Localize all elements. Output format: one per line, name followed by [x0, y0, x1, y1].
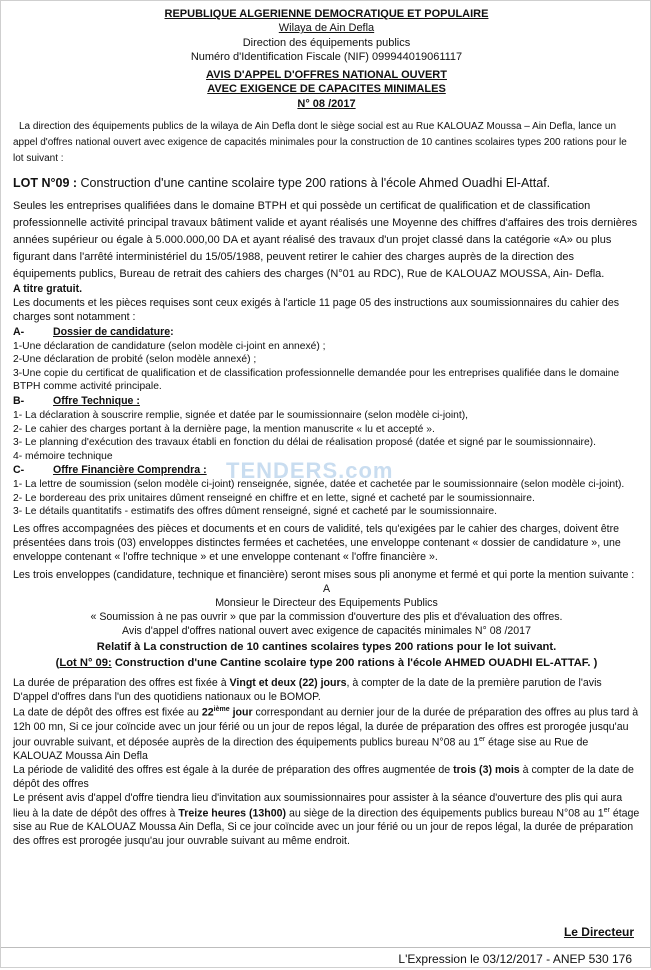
section-c-item: 3- Le détails quantitatifs - estimatifs des offres dûment renseigné, signé et cacheté par le soumissionnaire. — [13, 506, 498, 518]
duration-line2: D'appel d'offres dans l'un des quotidiens nationaux ou le BOMOP. — [13, 691, 321, 704]
deposit-jour: jour — [229, 706, 253, 719]
avis-title-line1: AVIS D'APPEL D'OFFRES NATIONAL OUVERT — [206, 69, 447, 82]
republic-title: REPUBLIQUE ALGERIENNE DEMOCRATIQUE ET POPULAIRE — [164, 8, 489, 20]
address-lot-text: Construction d'une Cantine scolaire type 200 rations à l'école AHMED OUADHI EL-ATTAF. ) — [111, 656, 598, 669]
section-b — [13, 395, 640, 463]
validity-text: La période de validité des offres est égale à la durée de préparation des offres augmentée de — [13, 764, 454, 777]
section-a-item: 2-Une déclaration de probité (selon modèle annexé) ; — [13, 354, 257, 366]
avis-number: N° 08 /2017 — [297, 97, 356, 110]
section-a-title — [13, 326, 640, 340]
deposit-day: 22 — [201, 706, 214, 719]
invite-text-2: au siège de la direction des équipements publics bureau N°08 au 1 — [286, 807, 604, 820]
section-a-item: 1-Une déclaration de candidature (selon modèle ci-joint en annexé) ; — [13, 340, 326, 352]
invite-time: Treize heures (13h00) — [178, 807, 287, 820]
validity-rest: à compter de la date de dépôt des offres — [13, 764, 634, 791]
envelopes-paragraph: Les offres accompagnées des pièces et documents et en cours de validité, tels qu'exigées par le cahier des charges, doivent être présentées dans trois (03) enveloppes distinctes fermées et cachetées, une enveloppe contenant « dossier de candidature », une enveloppe contenant « l'offre technique » et une enveloppe contenant « l'offre financière ». — [13, 522, 621, 563]
validity-months: trois (3) mois — [453, 764, 520, 777]
deposit-floor-suffix: er — [478, 735, 486, 743]
wilaya-line: Wilaya de Ain Defla — [278, 22, 375, 35]
section-c-letter: C- — [13, 464, 25, 477]
deposit-end: étage sise au Rue de KALOUAZ Moussa Ain Defla — [13, 736, 589, 763]
documents-intro: Les documents et les pièces requises sont ceux exigés à l'article 11 page 05 des instructions aux soumissionnaires du cahier des charges sont notamment : — [13, 296, 620, 323]
address-relatif: Relatif à La construction de 10 cantines scolaires types 200 rations pour le lot suivant. — [96, 640, 557, 653]
duration-days: Vingt et deux (22) jours — [229, 677, 347, 690]
section-a-colon: : — [170, 325, 174, 338]
section-c — [13, 464, 640, 519]
publication-footer: L'Expression le 03/12/2017 - ANEP 530 176 — [1, 947, 650, 970]
invite-text: Le présent avis d'appel d'offre tiendra lieu d'invitation aux soumissionnaires pour assister à la séance d'ouverture des plis qui aura lieu à la date de dépôt des offres à — [13, 792, 623, 820]
validity-paragraph — [13, 764, 640, 792]
address-recipient: Monsieur le Directeur des Equipements Publics — [215, 596, 438, 609]
address-a: A — [322, 582, 331, 595]
duration-text: La durée de préparation des offres est fixée à — [13, 677, 230, 690]
section-a-letter: A- — [13, 325, 25, 338]
section-c-item: 1- La lettre de soumission (selon modèle ci-joint) renseignée, signée, datée et cachetée par le soumissionnaire (selon modèle ci-joint). — [13, 479, 625, 491]
address-lot-label: Lot N° 09: — [59, 656, 112, 669]
section-b-item: 3- Le planning d'exécution des travaux établi en fonction du délai de réalisation proposé (datée et signé par le soumissionnaire). — [13, 437, 596, 449]
lot-label: LOT N°09 : — [13, 176, 78, 191]
lot-text: Construction d'une cantine scolaire type 200 rations à l'école Ahmed Ouadhi El-Attaf. — [77, 176, 551, 191]
section-b-heading: Offre Technique : — [53, 395, 140, 407]
address-avis: Avis d'appel d'offres national ouvert avec exigence de capacités minimales N° 08 /2017 — [122, 624, 531, 637]
direction-line: Direction des équipements publics — [242, 36, 411, 49]
section-b-letter: B- — [13, 395, 25, 407]
invitation-paragraph — [13, 792, 640, 849]
tenders-watermark: TENDERS.com — [226, 458, 394, 483]
section-a-heading: Dossier de candidature — [53, 325, 171, 338]
deposit-text: La date de dépôt des offres est fixée au — [13, 706, 202, 719]
section-c-title — [13, 464, 640, 478]
section-c-item: 2- Le bordereau des prix unitaires dûment renseigné en chiffre et en lette, signé et cacheté par le soumissionnaire. — [13, 492, 535, 504]
free-of-charge-line: A titre gratuit. — [13, 282, 83, 295]
avis-title-line2: AVEC EXIGENCE DE CAPACITES MINIMALES — [207, 83, 446, 96]
section-a — [13, 326, 640, 394]
section-b-item: 2- Le cahier des charges portant à la dernière page, la mention manuscrite « lu et accepté ». — [13, 423, 435, 435]
section-a-item: 3-Une copie du certificat de qualification et de classification professionnelle demandée pour les entreprises qualifiée dans le domaine BTPH comme activité principale. — [13, 367, 620, 393]
section-c-heading: Offre Financière Comprendra : — [53, 464, 207, 477]
intro-paragraph: La direction des équipements publics de la wilaya de Ain Defla dont le siège social est au Rue KALOUAZ Moussa – Ain Defla, lance un appel d'offres national ouvert avec exigence de capacités minimales pour la construction de 10 cantines scolaires types 200 rations pour le lot suivant : — [13, 121, 627, 165]
lot-line — [13, 175, 640, 192]
nif-line: Numéro d'Identification Fiscale (NIF) 099944019061117 — [190, 50, 463, 63]
envelope-address-block — [13, 583, 640, 671]
duration-paragraph — [13, 677, 640, 705]
invite-text-3: étage sise au Rue de KALOUAZ Moussa Ain Defla, Si ce jour coïncide avec un jour férié ou un jour de repos légal, la durée de préparation des offres est prorogée jusqu'au jour ouvrable suivant au même endroit. — [13, 807, 640, 848]
eligibility-paragraph: Seules les entreprises qualifiées dans le domaine BTPH et qui possède un certificat de qualification et de classification professionnelle activité principal travaux bâtiment valide et ayant réalisés une Moyenne des chiffres d'affaires des trois dernières années supérieur ou égale à 5.000.000,00 DA et ayant réalisé des travaux d'un projet classé dans la catégorie «A» ou plus figurant dans l'arrêté interministériel du 15/05/1988, peuvent retirer le cahier des charges auprès de la direction des équipements publics, Bureau de retrait des cahiers des charges (N°01 au RDC), Rue de KALOUAZ MOUSSA, Ain- Defla. — [13, 199, 638, 280]
address-no-open: « Soumission à ne pas ouvrir » que par la commission d'ouverture des plis et d'évaluation des offres. — [90, 610, 563, 623]
section-b-title — [13, 395, 640, 409]
anonymous-envelope-paragraph: Les trois enveloppes (candidature, technique et financière) seront mises sous pli anonyme et fermé et qui porte la mention suivante : — [13, 568, 635, 581]
section-b-item: 1- La déclaration à souscrire remplie, signée et datée par le soumissionnaire (selon modèle ci-joint), — [13, 409, 469, 421]
duration-rest: , à compter de la date de la première parution de l'avis — [346, 677, 602, 690]
address-lot-prefix: ( — [55, 656, 60, 669]
invite-floor-suffix: er — [603, 806, 610, 814]
deposit-rest: correspondant au dernier jour de la durée de préparation des offres au plus tard à 12h 00 mn, Si ce jour coïncide avec un jour férié ou un jour de repos légal, la durée de préparation des offres est prorogée jusqu'au jour ouvrable suivant, et déposée auprès de la direction des équipements publics bureau N°08 au 1 — [13, 706, 639, 749]
section-b-item: 4- mémoire technique — [13, 450, 113, 462]
director-signature: Le Directeur — [563, 925, 634, 939]
deposit-paragraph — [13, 705, 640, 764]
deposit-day-suffix: ième — [213, 706, 230, 714]
address-lot — [13, 655, 640, 671]
document-header — [13, 7, 640, 111]
